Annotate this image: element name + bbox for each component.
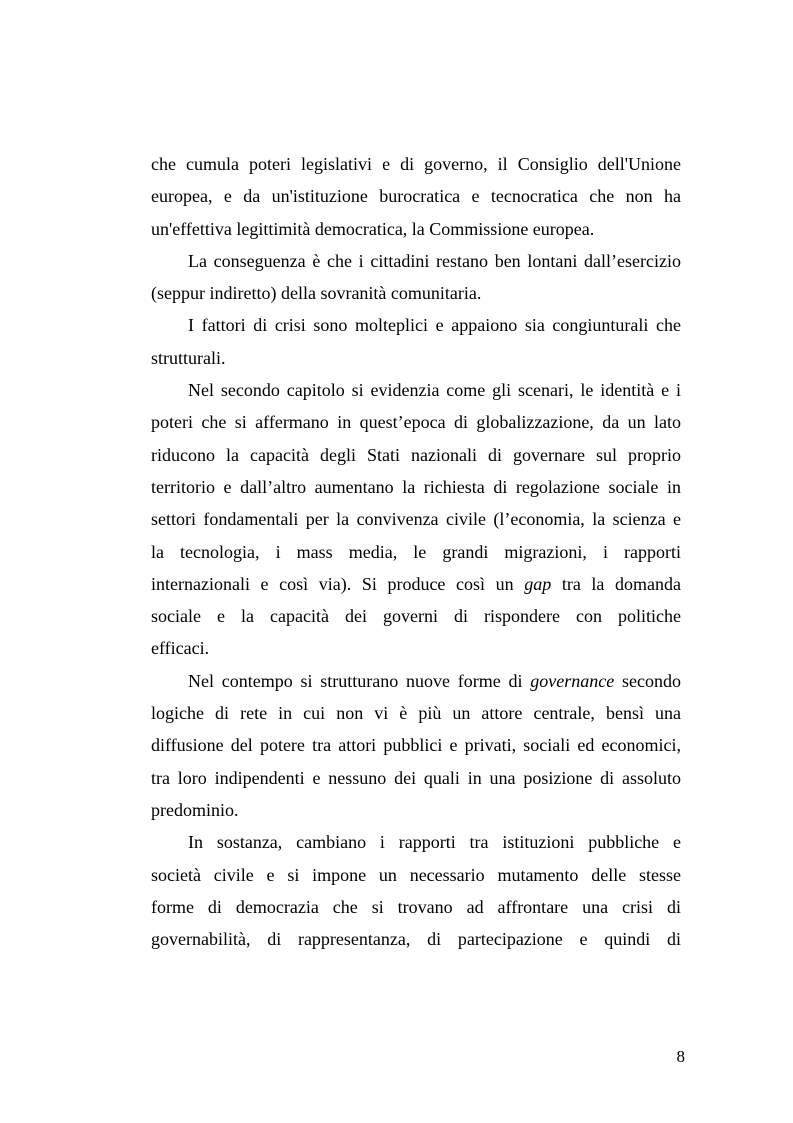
italic-term: gap bbox=[524, 573, 552, 594]
text-line: sociale e la capacità dei governi di rispondere con politiche bbox=[151, 606, 681, 627]
paragraph bbox=[151, 826, 681, 955]
paragraph bbox=[151, 148, 681, 245]
text-line: tra loro indipendenti e nessuno dei quali in una posizione di assoluto bbox=[151, 767, 681, 788]
text-line: un'effettiva legittimità democratica, la Commissione europea. bbox=[151, 218, 595, 239]
text-line: (seppur indiretto) della sovranità comunitaria. bbox=[151, 283, 482, 304]
text-run: Nel contempo si strutturano nuove forme di bbox=[188, 670, 531, 691]
italic-term: governance bbox=[530, 670, 615, 691]
paragraph bbox=[151, 309, 681, 374]
text-run: tra la domanda bbox=[551, 573, 681, 594]
text-line: la tecnologia, i mass media, le grandi migrazioni, i rapporti bbox=[151, 541, 681, 562]
text-line: poteri che si affermano in quest’epoca di globalizzazione, da un lato bbox=[151, 412, 681, 433]
text-line: diffusione del potere tra attori pubblici e privati, sociali ed economici, bbox=[151, 735, 681, 756]
page-body bbox=[151, 148, 681, 955]
text-line bbox=[151, 665, 681, 697]
text-line: società civile e si impone un necessario mutamento delle stesse bbox=[151, 864, 681, 885]
text-line: I fattori di crisi sono molteplici e appaiono sia congiunturali che bbox=[188, 315, 681, 336]
text-line: europea, e da un'istituzione burocratica e tecnocratica che non ha bbox=[151, 186, 681, 207]
text-line: settori fondamentali per la convivenza civile (l’economia, la scienza e bbox=[151, 509, 681, 530]
text-line bbox=[151, 568, 681, 600]
text-run: internazionali e così via). Si produce così un bbox=[151, 573, 525, 594]
text-line: logiche di rete in cui non vi è più un attore centrale, bensì una bbox=[151, 703, 681, 724]
text-line: governabilità, di rappresentanza, di partecipazione e quindi di bbox=[151, 929, 681, 950]
text-line: Nel secondo capitolo si evidenzia come gli scenari, le identità e i bbox=[188, 380, 681, 401]
text-line: forme di democrazia che si trovano ad affrontare una crisi di bbox=[151, 896, 681, 917]
text-line: In sostanza, cambiano i rapporti tra istituzioni pubbliche e bbox=[188, 832, 681, 853]
page-number: 8 bbox=[676, 1047, 685, 1066]
text-line: efficaci. bbox=[151, 638, 210, 659]
paragraph bbox=[151, 665, 681, 826]
text-line: territorio e dall’altro aumentano la richiesta di regolazione sociale in bbox=[151, 476, 681, 497]
text-line: riducono la capacità degli Stati nazionali di governare sul proprio bbox=[151, 444, 681, 465]
text-line: predominio. bbox=[151, 799, 239, 820]
text-line: che cumula poteri legislativi e di governo, il Consiglio dell'Unione bbox=[151, 154, 681, 174]
text-line: strutturali. bbox=[151, 347, 226, 368]
paragraph bbox=[151, 374, 681, 665]
text-line: La conseguenza è che i cittadini restano ben lontani dall’esercizio bbox=[188, 250, 681, 271]
paragraph bbox=[151, 245, 681, 310]
text-run: secondo bbox=[614, 670, 681, 691]
